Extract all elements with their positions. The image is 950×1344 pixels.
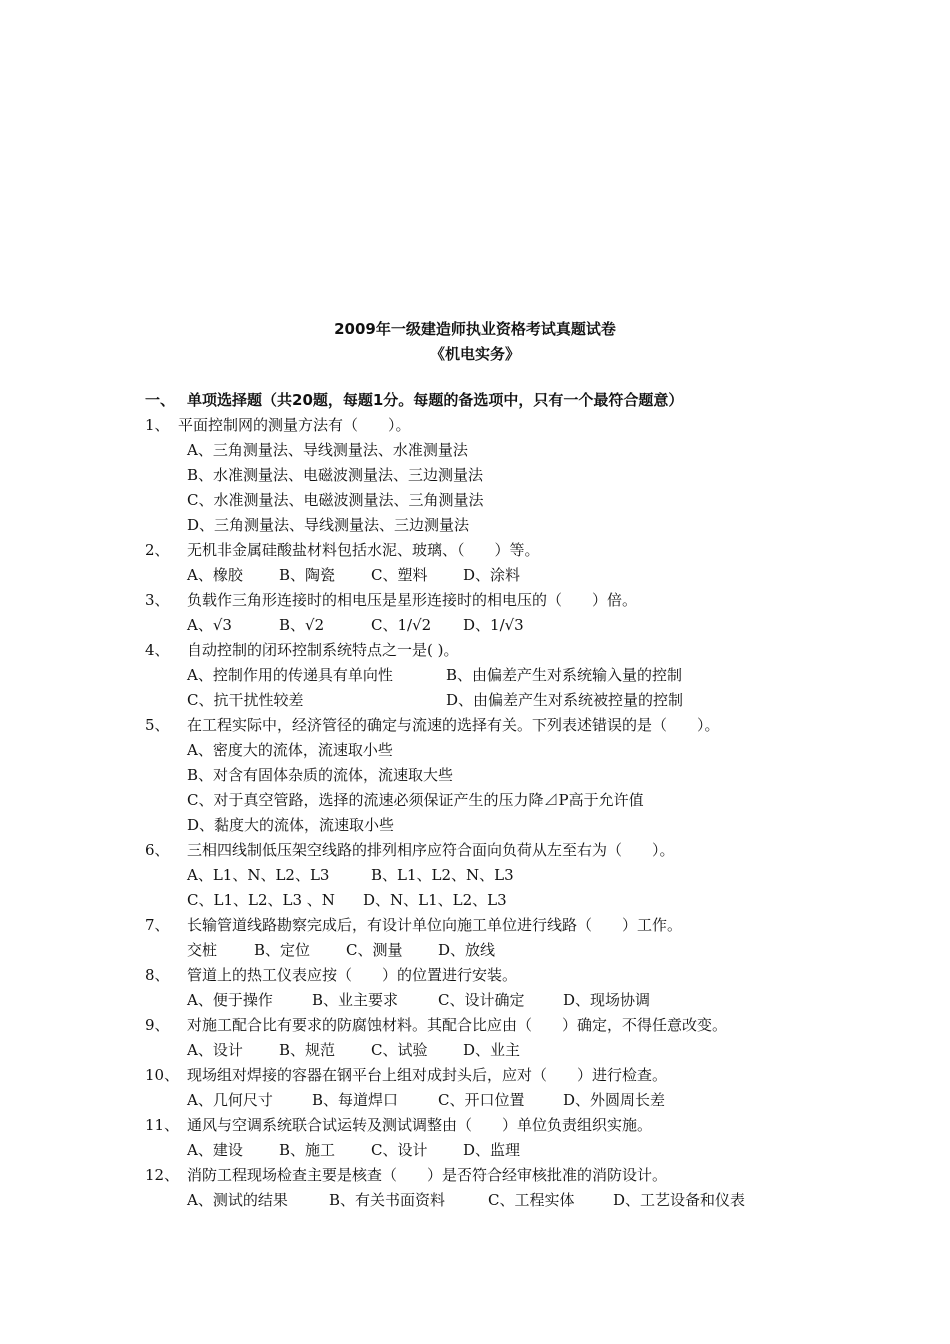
option: C、L1、L2、L3 、N xyxy=(187,891,335,909)
question-number: 12、 xyxy=(145,1166,180,1184)
option: B、有关书面资料 xyxy=(329,1191,446,1209)
option: C、塑料 xyxy=(371,566,428,584)
option: C、开口位置 xyxy=(438,1091,525,1109)
section-heading: 单项选择题（共20题，每题1分。每题的备选项中，只有一个最符合题意） xyxy=(187,391,684,409)
option: C、水准测量法、电磁波测量法、三角测量法 xyxy=(187,491,484,509)
option: B、规范 xyxy=(279,1041,336,1059)
option: D、放线 xyxy=(438,941,496,959)
option: C、测量 xyxy=(346,941,403,959)
question-text: 自动控制的闭环控制系统特点之一是( )。 xyxy=(187,641,459,659)
question-number: 5、 xyxy=(145,716,170,734)
option: A、便于操作 xyxy=(187,991,273,1009)
option: B、业主要求 xyxy=(312,991,399,1009)
question-text: 平面控制网的测量方法有（ ）。 xyxy=(178,416,411,434)
question-number: 11、 xyxy=(145,1116,180,1134)
option: D、监理 xyxy=(463,1141,521,1159)
option: 交桩 xyxy=(187,941,218,959)
option: D、外圆周长差 xyxy=(563,1091,666,1109)
question-number: 6、 xyxy=(145,841,170,859)
question-number: 8、 xyxy=(145,966,170,984)
option: D、三角测量法、导线测量法、三边测量法 xyxy=(187,516,470,534)
option: B、L1、L2、N、L3 xyxy=(371,866,514,884)
option: D、工艺设备和仪表 xyxy=(613,1191,746,1209)
option: A、控制作用的传递具有单向性 xyxy=(187,666,393,684)
question-number: 2、 xyxy=(145,541,170,559)
option: A、L1、N、L2、L3 xyxy=(187,866,330,884)
question-number: 10、 xyxy=(145,1066,180,1084)
option: C、对于真空管路，选择的流速必须保证产生的压力降⊿P高于允许值 xyxy=(187,791,644,809)
question-text: 三相四线制低压架空线路的排列相序应符合面向负荷从左至右为（ ）。 xyxy=(187,841,675,859)
option: C、设计确定 xyxy=(438,991,525,1009)
question-text: 消防工程现场检查主要是核查（ ）是否符合经审核批准的消防设计。 xyxy=(187,1166,668,1184)
option: D、N、L1、L2、L3 xyxy=(363,891,507,909)
option: D、涂料 xyxy=(463,566,521,584)
option: B、定位 xyxy=(254,941,311,959)
option: D、现场协调 xyxy=(563,991,651,1009)
option: B、水准测量法、电磁波测量法、三边测量法 xyxy=(187,466,484,484)
option: B、√2 xyxy=(279,616,325,634)
option: A、设计 xyxy=(187,1041,243,1059)
section-number: 一、 xyxy=(145,391,176,409)
question-number: 4、 xyxy=(145,641,170,659)
question-number: 7、 xyxy=(145,916,170,934)
option: D、1/√3 xyxy=(463,616,524,634)
question-number: 1、 xyxy=(145,416,170,434)
option: A、橡胶 xyxy=(187,566,243,584)
option: A、三角测量法、导线测量法、水准测量法 xyxy=(187,441,468,459)
option: D、业主 xyxy=(463,1041,521,1059)
option: D、黏度大的流体，流速取小些 xyxy=(187,816,395,834)
question-text: 管道上的热工仪表应按（ ）的位置进行安装。 xyxy=(187,966,518,984)
question-text: 长输管道线路勘察完成后，有设计单位向施工单位进行线路（ ）工作。 xyxy=(187,916,683,934)
question-text: 现场组对焊接的容器在钢平台上组对成封头后，应对（ ）进行检查。 xyxy=(187,1066,668,1084)
document-title: 2009年一级建造师执业资格考试真题试卷 xyxy=(334,320,616,338)
option: A、测试的结果 xyxy=(187,1191,288,1209)
option: B、陶瓷 xyxy=(279,566,336,584)
option: C、工程实体 xyxy=(488,1191,575,1209)
option: B、每道焊口 xyxy=(312,1091,399,1109)
option: B、对含有固体杂质的流体，流速取大些 xyxy=(187,766,454,784)
question-text: 对施工配合比有要求的防腐蚀材料。其配合比应由（ ）确定，不得任意改变。 xyxy=(187,1016,728,1034)
option: C、抗干扰性较差 xyxy=(187,691,304,709)
option: A、√3 xyxy=(187,616,232,634)
option: A、建设 xyxy=(187,1141,243,1159)
option: C、试验 xyxy=(371,1041,428,1059)
question-text: 通风与空调系统联合试运转及测试调整由（ ）单位负责组织实施。 xyxy=(187,1116,653,1134)
option: D、由偏差产生对系统被控量的控制 xyxy=(446,691,684,709)
option: C、1/√2 xyxy=(371,616,432,634)
option: B、施工 xyxy=(279,1141,336,1159)
option: B、由偏差产生对系统输入量的控制 xyxy=(446,666,683,684)
question-text: 无机非金属硅酸盐材料包括水泥、玻璃、（ ）等。 xyxy=(187,541,540,559)
option: A、几何尺寸 xyxy=(187,1091,273,1109)
question-text: 负载作三角形连接时的相电压是星形连接时的相电压的（ ）倍。 xyxy=(187,591,638,609)
document-subtitle: 《机电实务》 xyxy=(429,345,520,363)
question-number: 9、 xyxy=(145,1016,170,1034)
option: C、设计 xyxy=(371,1141,428,1159)
option: A、密度大的流体，流速取小些 xyxy=(187,741,393,759)
question-text: 在工程实际中，经济管径的确定与流速的选择有关。下列表述错误的是（ ）。 xyxy=(187,716,720,734)
question-number: 3、 xyxy=(145,591,170,609)
